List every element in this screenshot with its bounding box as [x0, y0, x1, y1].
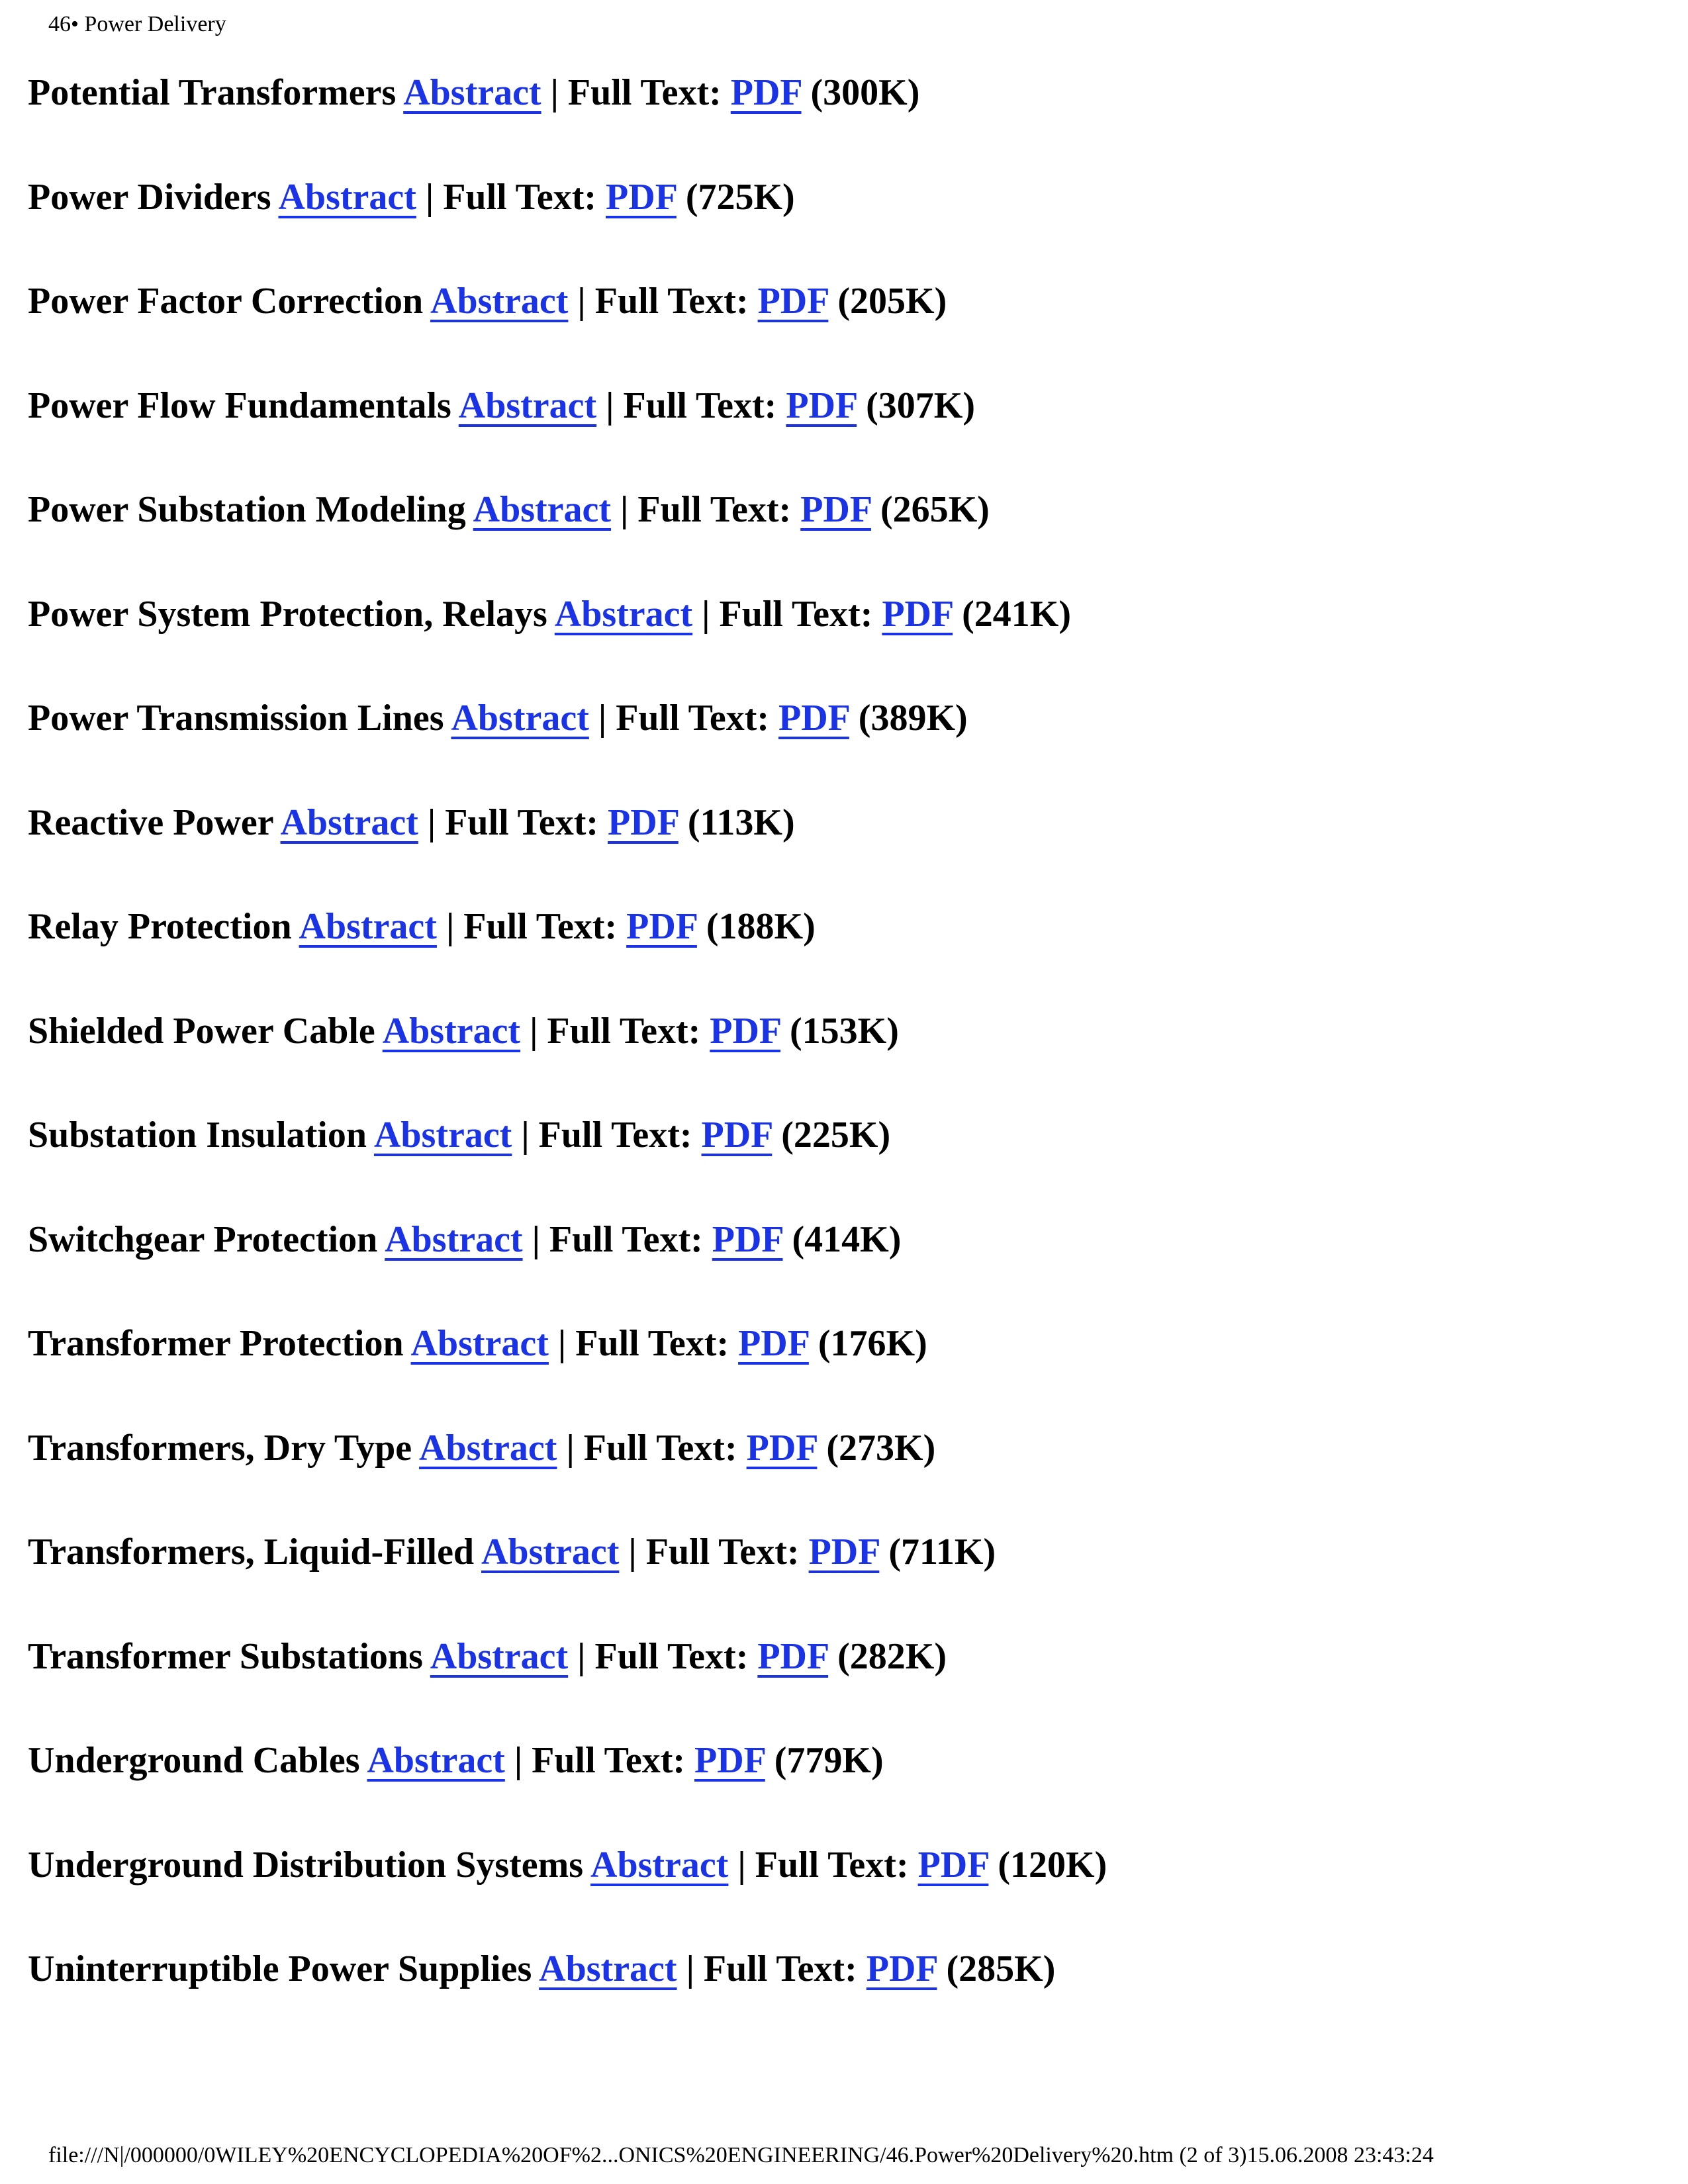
pdf-link[interactable]: PDF [800, 489, 871, 530]
pdf-link[interactable]: PDF [701, 1115, 773, 1156]
article-title: Relay Protection [28, 906, 292, 947]
full-text-label: Full Text: [637, 489, 792, 530]
file-size: (176K) [818, 1323, 927, 1364]
list-item [28, 483, 1656, 588]
abstract-link[interactable]: Abstract [373, 1115, 512, 1156]
list-item [28, 1734, 1656, 1839]
pdf-link[interactable]: PDF [808, 1531, 880, 1572]
full-text-label: Full Text: [616, 698, 770, 739]
pdf-link[interactable]: PDF [712, 1218, 783, 1260]
pdf-link[interactable]: PDF [866, 1948, 937, 1989]
list-item [28, 796, 1656, 901]
list-item [28, 171, 1656, 275]
file-size: (120K) [998, 1844, 1107, 1886]
file-size: (779K) [774, 1740, 884, 1781]
file-size: (414K) [792, 1218, 902, 1260]
separator: | [686, 1948, 694, 1989]
file-size: (188K) [706, 906, 816, 947]
separator: | [532, 1218, 540, 1260]
abstract-link[interactable]: Abstract [382, 1010, 521, 1052]
file-size: (285K) [946, 1948, 1056, 1989]
abstract-link[interactable]: Abstract [403, 72, 541, 113]
article-title: Uninterruptible Power Supplies [28, 1948, 532, 1989]
file-size: (225K) [781, 1115, 891, 1156]
file-size: (282K) [837, 1635, 947, 1677]
pdf-link[interactable]: PDF [746, 1427, 818, 1469]
list-item [28, 1942, 1656, 2047]
article-title: Transformer Substations [28, 1635, 423, 1677]
abstract-link[interactable]: Abstract [458, 385, 597, 426]
article-title: Power Factor Correction [28, 281, 424, 322]
separator: | [702, 593, 710, 635]
list-item [28, 379, 1656, 484]
pdf-link[interactable]: PDF [917, 1844, 989, 1886]
full-text-label: Full Text: [703, 1948, 857, 1989]
article-title: Transformers, Dry Type [28, 1427, 412, 1469]
separator: | [737, 1844, 746, 1886]
file-size: (307K) [866, 385, 975, 426]
pdf-link[interactable]: PDF [757, 1635, 829, 1677]
file-size: (265K) [880, 489, 990, 530]
article-title: Power Substation Modeling [28, 489, 466, 530]
pdf-link[interactable]: PDF [882, 593, 953, 635]
file-size: (205K) [837, 281, 947, 322]
full-text-label: Full Text: [463, 906, 618, 947]
article-title: Reactive Power [28, 801, 273, 843]
file-size: (241K) [962, 593, 1071, 635]
list-item [28, 1109, 1656, 1213]
list-item [28, 1630, 1656, 1735]
separator: | [445, 906, 455, 947]
full-text-label: Full Text: [549, 1218, 703, 1260]
full-text-label: Full Text: [755, 1844, 909, 1886]
full-text-label: Full Text: [719, 593, 873, 635]
separator: | [577, 281, 586, 322]
list-item [28, 900, 1656, 1005]
abstract-link[interactable]: Abstract [280, 801, 418, 843]
file-size: (273K) [826, 1427, 936, 1469]
separator: | [530, 1010, 538, 1052]
pdf-link[interactable]: PDF [757, 281, 829, 322]
abstract-link[interactable]: Abstract [367, 1740, 505, 1781]
list-item [28, 275, 1656, 379]
full-text-label: Full Text: [532, 1740, 685, 1781]
full-text-label: Full Text: [583, 1427, 737, 1469]
separator: | [425, 176, 434, 218]
article-title: Power System Protection, Relays [28, 593, 547, 635]
full-text-label: Full Text: [594, 1635, 749, 1677]
article-title: Transformers, Liquid-Filled [28, 1531, 475, 1572]
abstract-link[interactable]: Abstract [385, 1218, 523, 1260]
abstract-link[interactable]: Abstract [451, 698, 589, 739]
article-title: Underground Distribution Systems [28, 1844, 584, 1886]
abstract-link[interactable]: Abstract [554, 593, 693, 635]
pdf-link[interactable]: PDF [626, 906, 697, 947]
pdf-link[interactable]: PDF [710, 1010, 781, 1052]
article-title: Power Transmission Lines [28, 698, 444, 739]
pdf-link[interactable]: PDF [694, 1740, 765, 1781]
abstract-link[interactable]: Abstract [430, 1635, 569, 1677]
file-size: (711K) [888, 1531, 996, 1572]
pdf-link[interactable]: PDF [786, 385, 857, 426]
list-item [28, 588, 1656, 692]
pdf-link[interactable]: PDF [778, 698, 849, 739]
full-text-label: Full Text: [443, 176, 597, 218]
list-item [28, 1525, 1656, 1630]
abstract-link[interactable]: Abstract [410, 1323, 549, 1364]
abstract-link[interactable]: Abstract [299, 906, 437, 947]
article-title: Substation Insulation [28, 1115, 367, 1156]
full-text-label: Full Text: [567, 72, 722, 113]
full-text-label: Full Text: [547, 1010, 701, 1052]
pdf-link[interactable]: PDF [730, 72, 802, 113]
full-text-label: Full Text: [645, 1531, 800, 1572]
file-size: (153K) [790, 1010, 899, 1052]
abstract-link[interactable]: Abstract [539, 1948, 677, 1989]
abstract-link[interactable]: Abstract [430, 281, 569, 322]
full-text-label: Full Text: [575, 1323, 729, 1364]
article-title: Potential Transformers [28, 72, 397, 113]
pdf-link[interactable]: PDF [608, 801, 679, 843]
list-item [28, 1422, 1656, 1526]
separator: | [566, 1427, 575, 1469]
separator: | [598, 698, 607, 739]
file-size: (725K) [685, 176, 795, 218]
full-text-label: Full Text: [445, 801, 599, 843]
pdf-link[interactable]: PDF [738, 1323, 809, 1364]
full-text-label: Full Text: [594, 281, 749, 322]
list-item [28, 66, 1656, 171]
article-title: Power Flow Fundamentals [28, 385, 451, 426]
list-item [28, 1005, 1656, 1109]
separator: | [620, 489, 629, 530]
separator: | [606, 385, 614, 426]
full-text-label: Full Text: [538, 1115, 692, 1156]
file-size: (113K) [687, 801, 795, 843]
abstract-link[interactable]: Abstract [481, 1531, 620, 1572]
page-footer-path: file:///N|/000000/0WILEY%20ENCYCLOPEDIA%20OF%2...ONICS%20ENGINEERING/46.Power%20Delivery%20.htm (2 of 3)15.06.2008 23:43:24 [48, 2143, 1434, 2167]
separator: | [521, 1115, 530, 1156]
article-title: Transformer Protection [28, 1323, 404, 1364]
article-title: Power Dividers [28, 176, 271, 218]
abstract-link[interactable]: Abstract [473, 489, 612, 530]
list-item [28, 1213, 1656, 1318]
list-item [28, 1317, 1656, 1422]
abstract-link[interactable]: Abstract [278, 176, 416, 218]
page-header: 46• Power Delivery [48, 12, 226, 36]
article-title: Shielded Power Cable [28, 1010, 375, 1052]
full-text-label: Full Text: [623, 385, 777, 426]
article-title: Underground Cables [28, 1740, 360, 1781]
file-size: (300K) [810, 72, 920, 113]
list-item [28, 692, 1656, 796]
pdf-link[interactable]: PDF [606, 176, 677, 218]
separator: | [628, 1531, 637, 1572]
separator: | [427, 801, 436, 843]
abstract-link[interactable]: Abstract [590, 1844, 729, 1886]
article-title: Switchgear Protection [28, 1218, 378, 1260]
abstract-link[interactable]: Abstract [419, 1427, 557, 1469]
file-size: (389K) [858, 698, 968, 739]
article-list [28, 66, 1656, 2047]
separator: | [514, 1740, 523, 1781]
separator: | [557, 1323, 567, 1364]
list-item [28, 1839, 1656, 1943]
separator: | [577, 1635, 586, 1677]
separator: | [550, 72, 559, 113]
